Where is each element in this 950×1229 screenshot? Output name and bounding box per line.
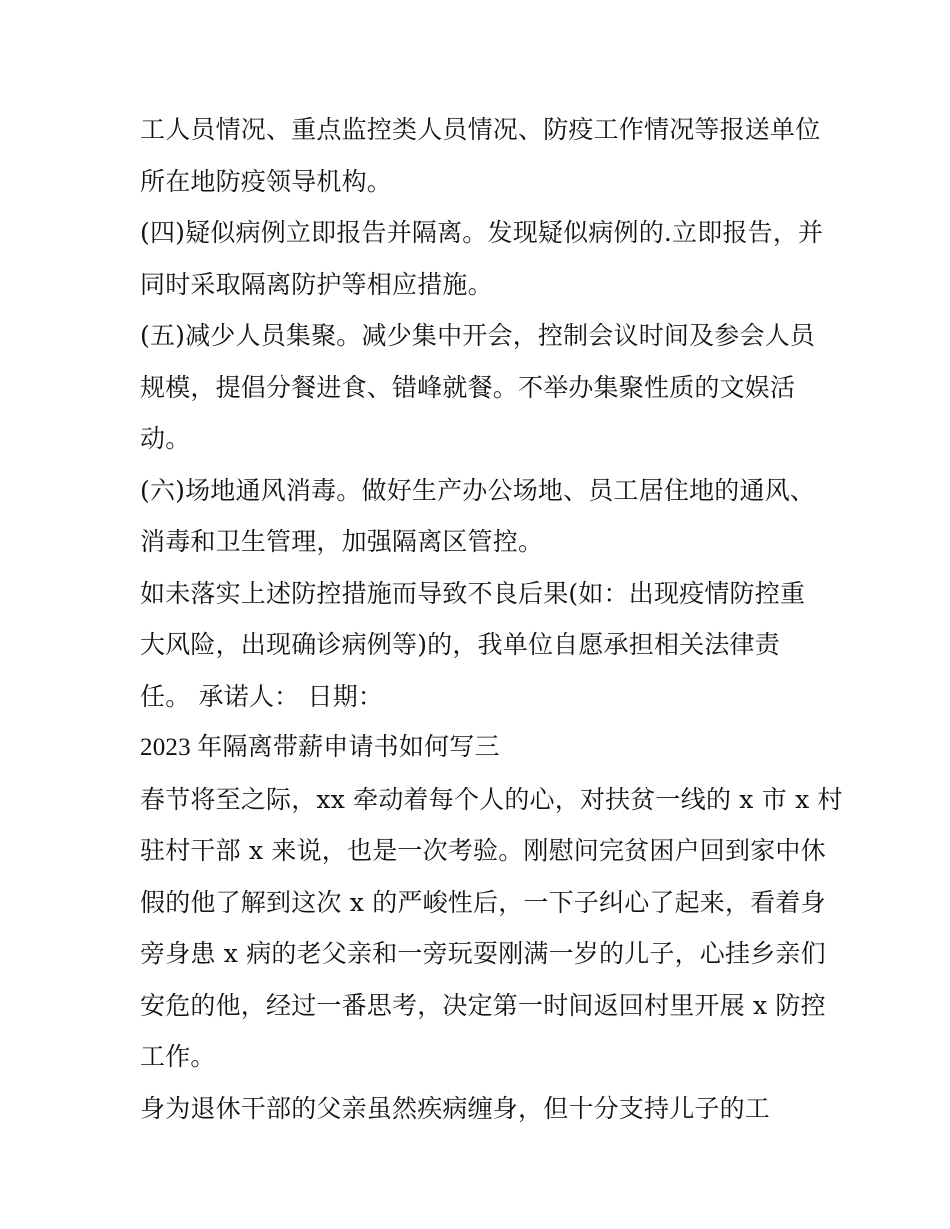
paragraph-line: 工人员情况、重点监控类人员情况、防疫工作情况等报送单位 — [140, 115, 821, 144]
paragraph-line: 工作。 — [140, 1042, 216, 1071]
paragraph-line: 驻村干部 x 来说，也是一次考验。刚慰问完贫困户回到家中休 — [140, 836, 826, 865]
paragraph-line: 身为退休干部的父亲虽然疾病缠身，但十分支持儿子的工 — [140, 1093, 771, 1123]
signature-line: 任。 承诺人： 日期： — [140, 681, 384, 711]
paragraph-line: 假的他了解到这次 x 的严峻性后，一下子纠心了起来，看着身 — [140, 887, 826, 917]
paragraph-line: (五)减少人员集聚。减少集中开会，控制会议时间及参会人员 — [140, 321, 816, 350]
paragraph-line: 消毒和卫生管理，加强隔离区管控。 — [140, 527, 544, 556]
document-body — [140, 104, 843, 1134]
section-heading: 2023 年隔离带薪申请书如何写三 — [140, 734, 500, 761]
paragraph-line: 同时采取隔离防护等相应措施。 — [140, 269, 493, 299]
paragraph-line: 动。 — [140, 424, 191, 453]
paragraph-line: 大风险，出现确诊病例等)的，我单位自愿承担相关法律责 — [140, 630, 780, 659]
paragraph-line: 规模，提倡分餐进食、错峰就餐。不举办集聚性质的文娱活 — [140, 372, 796, 402]
paragraph-line: 春节将至之际，xx 牵动着每个人的心，对扶贫一线的 x 市 x 村 — [140, 784, 843, 814]
paragraph-line: 旁身患 x 病的老父亲和一旁玩耍刚满一岁的儿子，心挂乡亲们 — [140, 939, 826, 968]
paragraph-line: (四)疑似病例立即报告并隔离。发现疑似病例的.立即报告，并 — [140, 218, 824, 247]
paragraph-line: 如未落实上述防控措施而导致不良后果(如：出现疫情防控重 — [140, 578, 806, 608]
paragraph-line: (六)场地通风消毒。做好生产办公场地、员工居住地的通风、 — [140, 475, 816, 505]
paragraph-line: 安危的他，经过一番思考，决定第一时间返回村里开展 x 防控 — [140, 990, 826, 1020]
paragraph-line: 所在地防疫领导机构。 — [140, 166, 393, 196]
